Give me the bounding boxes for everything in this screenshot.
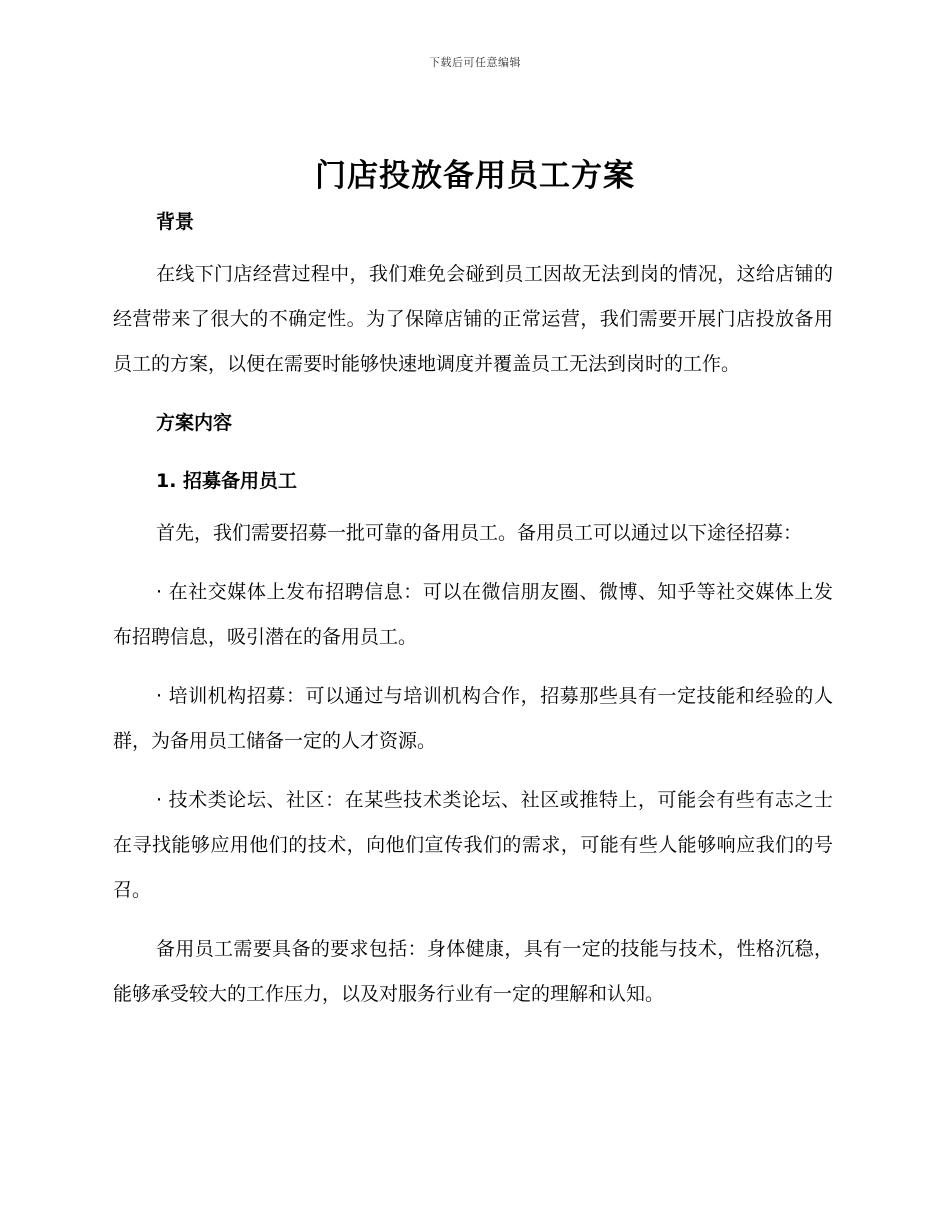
subheading-recruit: 1. 招募备用员工 [156,470,298,492]
bullet-tech-forum: · 技术类论坛、社区：在某些技术类论坛、社区或推特上，可能会有些有志之士在寻找能够应用他们的技术，向他们宣传我们的需求，可能有些人能够响应我们的号召。 [113,789,833,901]
header-note: 下载后可任意编辑 [429,56,521,69]
document-title: 门店投放备用员工方案 [315,158,635,194]
background-paragraph: 在线下门店经营过程中，我们难免会碰到员工因故无法到岗的情况，这给店铺的经营带来了很大的不确定性。为了保障店铺的正常运营，我们需要开展门店投放备用员工的方案，以便在需要时能够快速地调度并覆盖员工无法到岗时的工作。 [113,263,833,375]
section-heading-plan: 方案内容 [156,412,233,434]
bullet-training-institution: · 培训机构招募：可以通过与培训机构合作，招募那些具有一定技能和经验的人群，为备用员工储备一定的人才资源。 [113,685,833,752]
section-heading-background: 背景 [156,211,195,233]
bullet-social-media: · 在社交媒体上发布招聘信息：可以在微信朋友圈、微博、知乎等社交媒体上发布招聘信息，吸引潜在的备用员工。 [113,581,833,648]
document-body [113,206,833,1017]
requirements-paragraph: 备用员工需要具备的要求包括：身体健康，具有一定的技能与技术，性格沉稳，能够承受较大的工作压力，以及对服务行业有一定的理解和认知。 [113,938,833,1005]
recruit-intro-paragraph: 首先，我们需要招募一批可靠的备用员工。备用员工可以通过以下途径招募： [156,522,803,544]
